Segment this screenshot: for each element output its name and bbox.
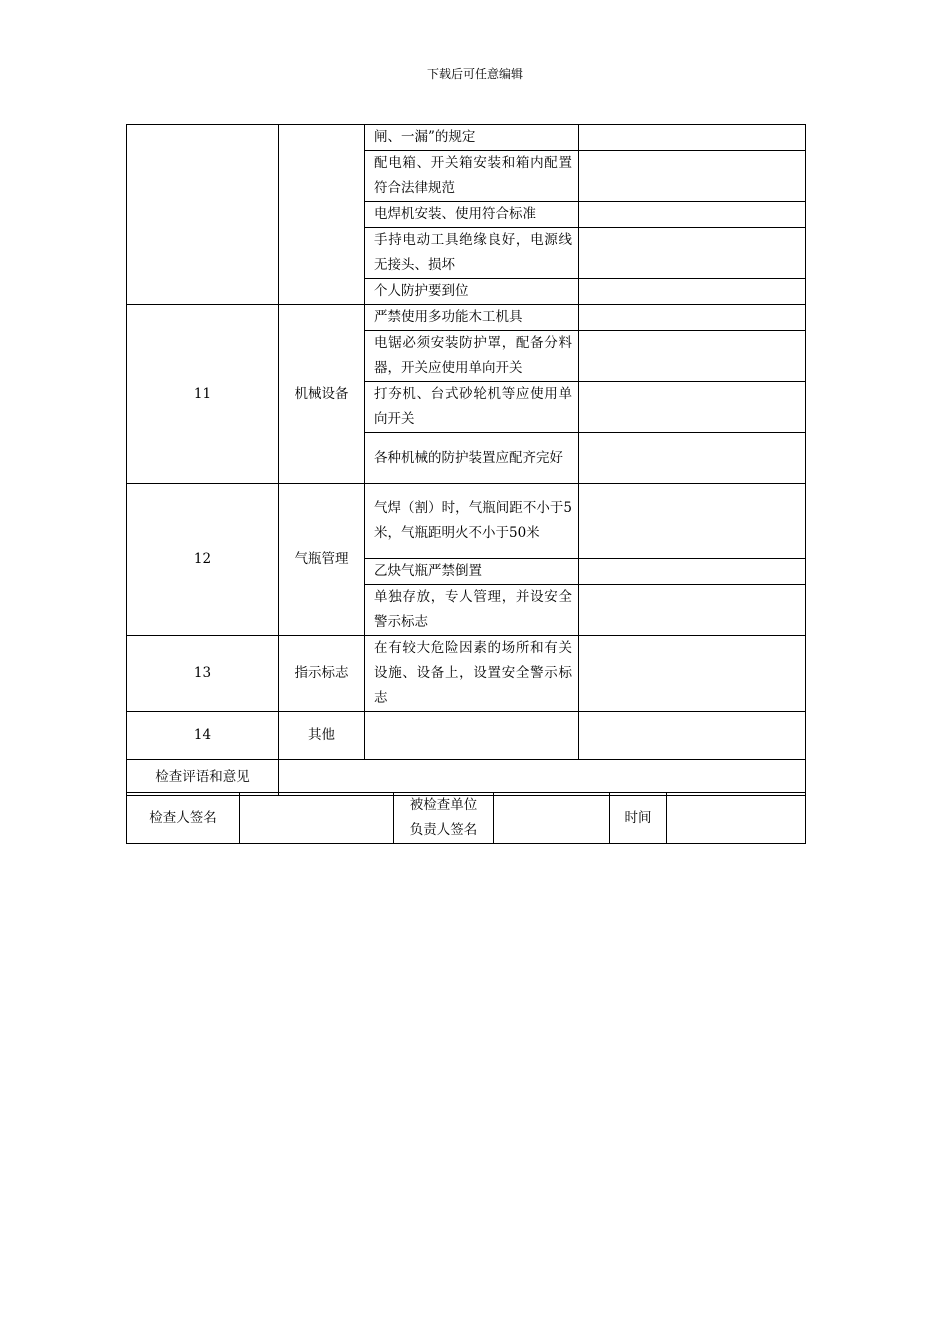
item-cell: 闸、一漏”的规定: [365, 125, 579, 151]
item-cell: 电焊机安装、使用符合标准: [365, 202, 579, 228]
signature-row: [127, 793, 806, 844]
row-number: 11: [127, 305, 279, 484]
review-row: [127, 760, 806, 796]
review-label: 检查评语和意见: [127, 760, 279, 796]
table-row: [127, 125, 806, 151]
table-row: [127, 305, 806, 331]
result-cell[interactable]: [579, 331, 806, 382]
result-cell[interactable]: [579, 484, 806, 559]
result-cell[interactable]: [579, 712, 806, 760]
item-cell: 单独存放，专人管理，并设安全警示标志: [365, 585, 579, 636]
result-cell[interactable]: [579, 559, 806, 585]
row-number: 12: [127, 484, 279, 636]
result-cell[interactable]: [579, 279, 806, 305]
category-label: 气瓶管理: [279, 484, 365, 636]
time-field[interactable]: [667, 793, 806, 844]
category-cell-empty: [279, 125, 365, 305]
result-cell[interactable]: [579, 433, 806, 484]
result-cell[interactable]: [579, 382, 806, 433]
item-cell: 个人防护要到位: [365, 279, 579, 305]
num-cell-empty: [127, 125, 279, 305]
row-number: 13: [127, 636, 279, 712]
item-cell: 手持电动工具绝缘良好，电源线无接头、损坏: [365, 228, 579, 279]
result-cell[interactable]: [579, 151, 806, 202]
unit-label-line2: 负责人签名: [409, 822, 478, 838]
review-comment-cell[interactable]: [279, 760, 806, 796]
item-cell: 气焊（割）时，气瓶间距不小于5米，气瓶距明火不小于50米: [365, 484, 579, 559]
table-row: [127, 636, 806, 712]
item-cell: 在有较大危险因素的场所和有关设施、设备上，设置安全警示标志: [365, 636, 579, 712]
unit-signature-label: [394, 793, 494, 844]
time-label: 时间: [610, 793, 667, 844]
item-cell: 各种机械的防护装置应配齐完好: [365, 433, 579, 484]
inspection-table: [126, 124, 806, 796]
table-row: [127, 712, 806, 760]
row-number: 14: [127, 712, 279, 760]
result-cell[interactable]: [579, 585, 806, 636]
category-label: 机械设备: [279, 305, 365, 484]
signature-table: [126, 792, 806, 844]
result-cell[interactable]: [579, 228, 806, 279]
item-cell: 严禁使用多功能木工机具: [365, 305, 579, 331]
unit-signature-field[interactable]: [494, 793, 610, 844]
result-cell[interactable]: [579, 636, 806, 712]
inspector-signature-label: 检查人签名: [127, 793, 240, 844]
unit-label-line1: 被检查单位: [409, 797, 478, 813]
item-cell: 电锯必须安装防护罩，配备分料器，开关应使用单向开关: [365, 331, 579, 382]
result-cell[interactable]: [579, 202, 806, 228]
item-cell: 配电箱、开关箱安装和箱内配置符合法律规范: [365, 151, 579, 202]
category-label: 其他: [279, 712, 365, 760]
item-cell: 打夯机、台式砂轮机等应使用单向开关: [365, 382, 579, 433]
item-cell: 乙炔气瓶严禁倒置: [365, 559, 579, 585]
result-cell[interactable]: [579, 305, 806, 331]
page-header: 下载后可任意编辑: [426, 67, 523, 81]
inspector-signature-field[interactable]: [240, 793, 394, 844]
table-row: [127, 484, 806, 559]
item-cell[interactable]: [365, 712, 579, 760]
category-label: 指示标志: [279, 636, 365, 712]
result-cell[interactable]: [579, 125, 806, 151]
